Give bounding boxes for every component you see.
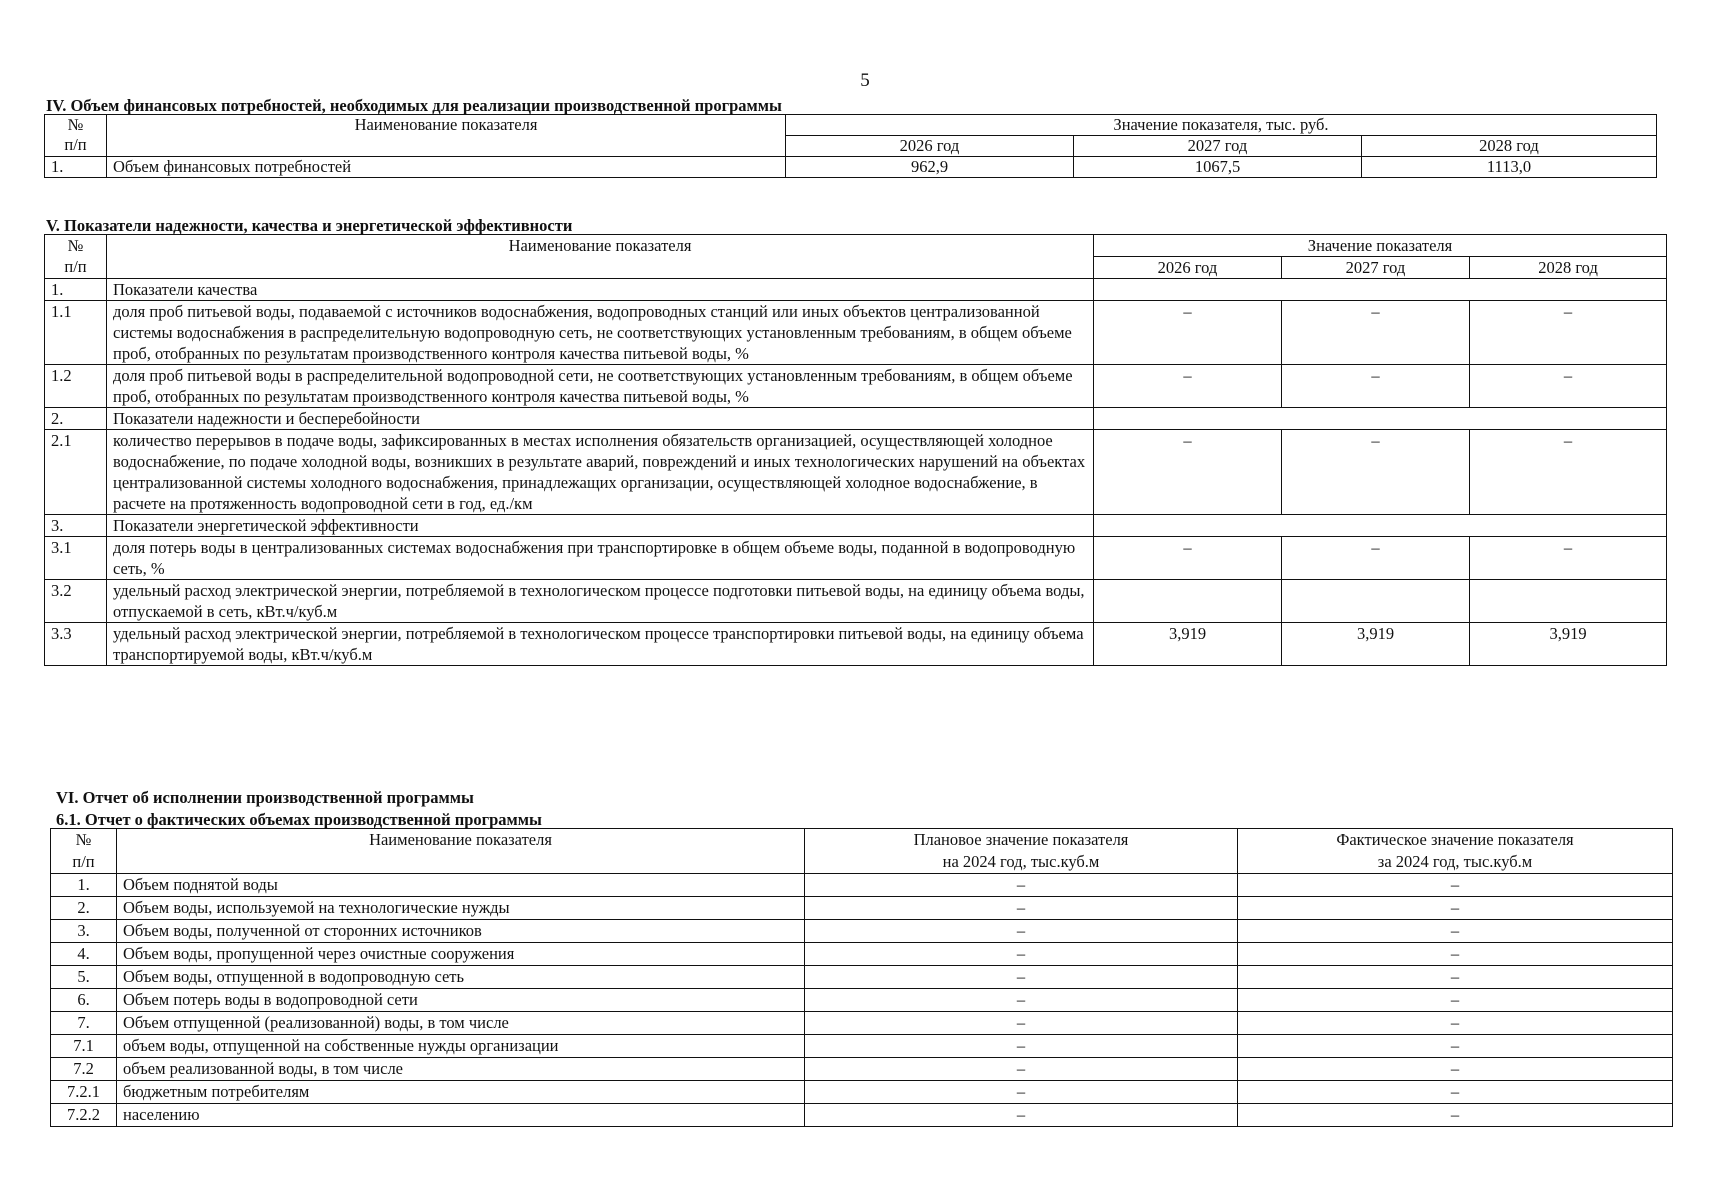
row-plan: – — [805, 874, 1238, 897]
row-plan: – — [805, 1012, 1238, 1035]
row-value-2027 — [1282, 580, 1470, 623]
row-name: Показатели надежности и бесперебойности — [107, 408, 1094, 430]
header-year-2027: 2027 год — [1074, 136, 1362, 157]
row-name: Показатели качества — [107, 279, 1094, 301]
table-row — [51, 920, 1673, 943]
table-row — [45, 623, 1667, 666]
row-value-2027: – — [1282, 301, 1470, 365]
row-num: 2. — [51, 897, 117, 920]
row-num: 7.2 — [51, 1058, 117, 1081]
row-name: объем воды, отпущенной на собственные нужды организации — [117, 1035, 805, 1058]
row-num: 3.1 — [45, 537, 107, 580]
group-row — [45, 408, 1667, 430]
row-value-2026: – — [1094, 430, 1282, 515]
table-row — [45, 301, 1667, 365]
table-row — [45, 157, 1657, 178]
row-num: 7.2.1 — [51, 1081, 117, 1104]
row-value-2027: 1067,5 — [1074, 157, 1362, 178]
row-fact: – — [1238, 897, 1673, 920]
row-empty — [1094, 408, 1667, 430]
indicators-table — [44, 234, 1667, 666]
header-year-2026: 2026 год — [786, 136, 1074, 157]
row-name: Объем воды, отпущенной в водопроводную сеть — [117, 966, 805, 989]
financial-needs-table — [44, 114, 1657, 178]
row-num: 7.1 — [51, 1035, 117, 1058]
row-fact: – — [1238, 920, 1673, 943]
section-4-title: IV. Объем финансовых потребностей, необходимых для реализации производственной программы — [46, 96, 782, 115]
row-plan: – — [805, 943, 1238, 966]
header-name: Наименование показателя — [107, 235, 1094, 279]
header-num: № п/п — [51, 829, 117, 874]
row-num: 3.2 — [45, 580, 107, 623]
table-row — [51, 1081, 1673, 1104]
header-name: Наименование показателя — [107, 115, 786, 157]
row-num: 1. — [45, 157, 107, 178]
table-row — [51, 897, 1673, 920]
header-value: Значение показателя — [1094, 235, 1667, 257]
table-row — [45, 537, 1667, 580]
row-fact: – — [1238, 1058, 1673, 1081]
row-fact: – — [1238, 966, 1673, 989]
row-plan: – — [805, 989, 1238, 1012]
row-plan: – — [805, 1081, 1238, 1104]
row-plan: – — [805, 897, 1238, 920]
row-plan: – — [805, 1035, 1238, 1058]
header-year-2026: 2026 год — [1094, 257, 1282, 279]
row-value-2028: 1113,0 — [1362, 157, 1657, 178]
row-num: 1. — [45, 279, 107, 301]
production-volumes-table — [50, 828, 1673, 1127]
row-name: Объем воды, полученной от сторонних источников — [117, 920, 805, 943]
row-num: 2. — [45, 408, 107, 430]
row-value-2027: – — [1282, 537, 1470, 580]
row-name: Показатели энергетической эффективности — [107, 515, 1094, 537]
row-num: 3.3 — [45, 623, 107, 666]
row-name: Объем финансовых потребностей — [107, 157, 786, 178]
row-num: 4. — [51, 943, 117, 966]
section-6-title: VI. Отчет об исполнении производственной программы — [56, 788, 474, 807]
row-value-2028: – — [1470, 430, 1667, 515]
row-fact: – — [1238, 874, 1673, 897]
row-num: 2.1 — [45, 430, 107, 515]
row-name: доля проб питьевой воды, подаваемой с источников водоснабжения, водопроводных станций или иных объектов централизованной системы водоснабжения в распределительную водопроводную сеть, не соответствующих установленным требованиям, в общем объеме проб, отобранных по результатам производственного контроля качества питьевой воды, % — [107, 301, 1094, 365]
row-value-2026: – — [1094, 365, 1282, 408]
row-num: 6. — [51, 989, 117, 1012]
row-fact: – — [1238, 943, 1673, 966]
row-value-2028: 3,919 — [1470, 623, 1667, 666]
row-name: удельный расход электрической энергии, потребляемой в технологическом процессе транспортировки питьевой воды, на единицу объема транспортируемой воды, кВт.ч/куб.м — [107, 623, 1094, 666]
row-value-2028: – — [1470, 365, 1667, 408]
header-year-2028: 2028 год — [1470, 257, 1667, 279]
row-num: 3. — [51, 920, 117, 943]
header-name: Наименование показателя — [117, 829, 805, 874]
table-row — [51, 966, 1673, 989]
row-value-2026: 3,919 — [1094, 623, 1282, 666]
row-value-2027: – — [1282, 430, 1470, 515]
page-number: 5 — [860, 70, 870, 91]
header-year-2028: 2028 год — [1362, 136, 1657, 157]
row-num: 7. — [51, 1012, 117, 1035]
row-value-2026: – — [1094, 301, 1282, 365]
row-value-2028: – — [1470, 537, 1667, 580]
row-num: 5. — [51, 966, 117, 989]
row-num: 1.2 — [45, 365, 107, 408]
header-num: № п/п — [45, 235, 107, 279]
row-name: Объем потерь воды в водопроводной сети — [117, 989, 805, 1012]
row-name: объем реализованной воды, в том числе — [117, 1058, 805, 1081]
row-value-2027: 3,919 — [1282, 623, 1470, 666]
row-fact: – — [1238, 1012, 1673, 1035]
row-num: 1.1 — [45, 301, 107, 365]
row-value-2028 — [1470, 580, 1667, 623]
row-empty — [1094, 515, 1667, 537]
row-fact: – — [1238, 1081, 1673, 1104]
row-value-2026: 962,9 — [786, 157, 1074, 178]
row-fact: – — [1238, 1035, 1673, 1058]
table-row — [51, 874, 1673, 897]
table-row — [51, 943, 1673, 966]
table-row — [51, 1012, 1673, 1035]
row-name: Объем воды, пропущенной через очистные сооружения — [117, 943, 805, 966]
row-value-2028: – — [1470, 301, 1667, 365]
table-row — [45, 430, 1667, 515]
table-row — [51, 989, 1673, 1012]
row-name: Объем поднятой воды — [117, 874, 805, 897]
row-value-2027: – — [1282, 365, 1470, 408]
row-value-2026: – — [1094, 537, 1282, 580]
row-name: Объем отпущенной (реализованной) воды, в том числе — [117, 1012, 805, 1035]
row-num: 1. — [51, 874, 117, 897]
table-row — [51, 1104, 1673, 1127]
row-name: количество перерывов в подаче воды, зафиксированных в местах исполнения обязательств организацией, осуществляющей холодное водоснабжение, по подаче холодной воды, возникших в результате аварий, повреждений и иных технологических нарушений на объектах централизованной системы холодного водоснабжения, принадлежащих организации, осуществляющей холодное водоснабжение, в расчете на протяженность водопроводной сети в год, ед./км — [107, 430, 1094, 515]
section-5-title: V. Показатели надежности, качества и энергетической эффективности — [46, 216, 573, 235]
table-row — [45, 365, 1667, 408]
table-row — [45, 580, 1667, 623]
row-num: 3. — [45, 515, 107, 537]
row-name: Объем воды, используемой на технологические нужды — [117, 897, 805, 920]
row-fact: – — [1238, 1104, 1673, 1127]
section-6-1-title: 6.1. Отчет о фактических объемах производственной программы — [56, 810, 542, 829]
header-num: № п/п — [45, 115, 107, 157]
row-name: доля потерь воды в централизованных системах водоснабжения при транспортировке в общем объеме воды, поданной в водопроводную сеть, % — [107, 537, 1094, 580]
table-row — [51, 1058, 1673, 1081]
row-plan: – — [805, 1104, 1238, 1127]
row-plan: – — [805, 966, 1238, 989]
row-num: 7.2.2 — [51, 1104, 117, 1127]
row-name: доля проб питьевой воды в распределительной водопроводной сети, не соответствующих установленным требованиям, в общем объеме проб, отобранных по результатам производственного контроля качества питьевой воды, % — [107, 365, 1094, 408]
header-year-2027: 2027 год — [1282, 257, 1470, 279]
row-plan: – — [805, 920, 1238, 943]
row-plan: – — [805, 1058, 1238, 1081]
row-name: населению — [117, 1104, 805, 1127]
row-name: бюджетным потребителям — [117, 1081, 805, 1104]
row-value-2026 — [1094, 580, 1282, 623]
row-name: удельный расход электрической энергии, потребляемой в технологическом процессе подготовки питьевой воды, на единицу объема воды, отпускаемой в сеть, кВт.ч/куб.м — [107, 580, 1094, 623]
header-fact: Фактическое значение показателя за 2024 год, тыс.куб.м — [1238, 829, 1673, 874]
header-value: Значение показателя, тыс. руб. — [786, 115, 1657, 136]
group-row — [45, 279, 1667, 301]
row-empty — [1094, 279, 1667, 301]
row-fact: – — [1238, 989, 1673, 1012]
header-plan: Плановое значение показателя на 2024 год, тыс.куб.м — [805, 829, 1238, 874]
table-row — [51, 1035, 1673, 1058]
group-row — [45, 515, 1667, 537]
